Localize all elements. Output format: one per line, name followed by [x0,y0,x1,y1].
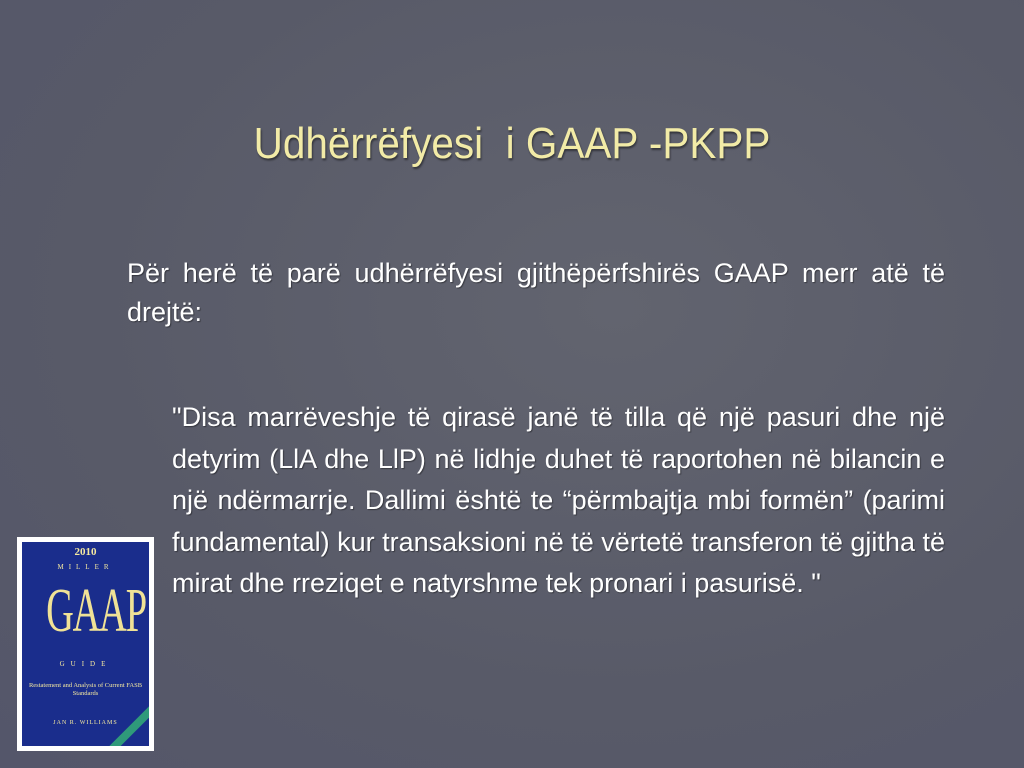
book-subtitle: Restatement and Analysis of Current FASB Standards [28,682,143,697]
book-author: JAN R. WILLIAMS [53,720,118,726]
book-year: 2010 [74,546,97,558]
book-guide-label: GUIDE [59,660,112,668]
slide-title: Udhërrëfyesi i GAAP -PKPP [253,119,771,168]
quote-paragraph: "Disa marrëveshje të qirasë janë të tilla që një pasuri dhe një detyrim (LlA dhe LlP) në lidhje duhet të raportohen në bilancin e një ndërmarrje. Dallimi është te “përmbajtja mbi formën” (parimi fundamental) kur transaksioni në të vërtetë transferon të gjitha të mirat dhe rreziqet e natyrshme tek pronari i pasurisë. " [172,402,945,598]
gaap-guide-book-image [17,537,154,751]
intro-paragraph: Për herë të parë udhërrëfyesi gjithëpërfshirës GAAP merr atë të drejtë: [127,258,945,327]
book-brand: MILLER [57,563,114,571]
book-title: GAAP [46,577,146,645]
book-cover [22,542,149,746]
